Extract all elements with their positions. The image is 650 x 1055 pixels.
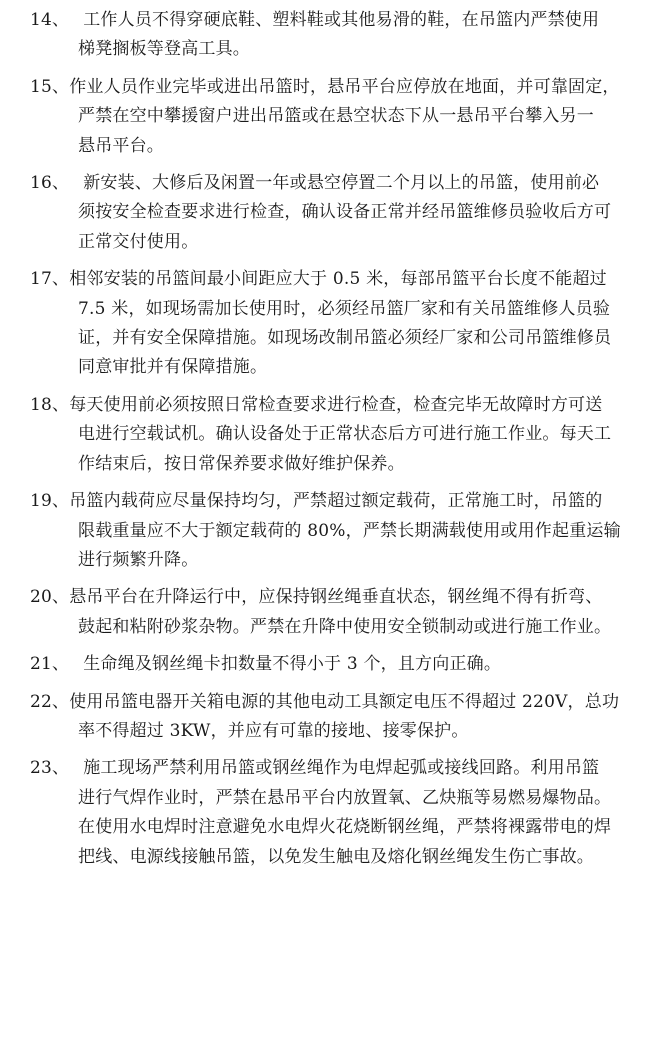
item-line: 使用吊篮电器开关箱电源的其他电动工具额定电压不得超过 220V，总功 — [69, 691, 620, 712]
item-line: 进行气焊作业时，严禁在悬吊平台内放置氧、乙炔瓶等易燃易爆物品。 — [78, 787, 612, 808]
item-line: 生命绳及钢丝绳卡扣数量不得小于 3 个，且方向正确。 — [83, 654, 502, 675]
item-line: 工作人员不得穿硬底鞋、塑料鞋或其他易滑的鞋，在吊篮内严禁使用 — [83, 10, 600, 30]
list-item — [30, 688, 636, 747]
item-line: 限载重量应不大于额定载荷的 80%，严禁长期满载使用或用作起重运输 — [78, 520, 621, 541]
item-line: 在使用水电焊时注意避免水电焊火花烧断钢丝绳，严禁将裸露带电的焊 — [78, 817, 612, 838]
item-number: 14、 — [30, 10, 70, 30]
item-number: 22、 — [30, 691, 70, 712]
item-line: 把线、电源线接触吊篮，以免发生触电及熔化钢丝绳发生伤亡事故。 — [78, 846, 594, 867]
item-number: 15、 — [30, 76, 70, 97]
item-line: 率不得超过 3KW，并应有可靠的接地、接零保护。 — [78, 720, 469, 741]
item-line: 严禁在空中攀援窗户进出吊篮或在悬空状态下从一悬吊平台攀入另一 — [78, 106, 594, 127]
item-line: 新安装、大修后及闲置一年或悬空停置二个月以上的吊篮，使用前必 — [83, 173, 600, 194]
list-item — [30, 169, 636, 257]
item-number: 17、 — [30, 269, 70, 290]
item-number: 23、 — [30, 758, 70, 779]
list-item — [30, 73, 636, 161]
item-line: 鼓起和粘附砂浆杂物。严禁在升降中使用安全锁制动或进行施工作业。 — [78, 616, 612, 637]
list-item — [30, 583, 636, 642]
item-line: 相邻安装的吊篮间最小间距应大于 0.5 米，每部吊篮平台长度不能超过 — [69, 269, 607, 290]
list-item — [30, 391, 636, 479]
item-line: 须按安全检查要求进行检查，确认设备正常并经吊篮维修员验收后方可 — [78, 202, 612, 223]
item-line: 悬吊平台在升降运行中，应保持钢丝绳垂直状态，钢丝绳不得有折弯、 — [69, 587, 603, 608]
item-number: 21、 — [30, 654, 70, 675]
list-item — [30, 487, 636, 575]
item-line: 7.5 米，如现场需加长使用时，必须经吊篮厂家和有关吊篮维修人员验 — [78, 298, 611, 319]
list-item — [30, 265, 636, 383]
item-line: 作业人员作业完毕或进出吊篮时，悬吊平台应停放在地面，并可靠固定， — [69, 76, 620, 97]
list-item — [30, 6, 636, 65]
list-item — [30, 754, 636, 872]
item-line: 吊篮内载荷应尽量保持均匀，严禁超过额定载荷，正常施工时，吊篮的 — [69, 491, 603, 512]
item-number: 16、 — [30, 173, 70, 194]
item-line: 施工现场严禁利用吊篮或钢丝绳作为电焊起弧或接线回路。利用吊篮 — [83, 758, 600, 779]
item-number: 20、 — [30, 587, 70, 608]
item-line: 进行频繁升降。 — [78, 549, 199, 570]
item-line: 悬吊平台。 — [78, 135, 164, 156]
list-item — [30, 650, 636, 679]
item-number: 19、 — [30, 491, 70, 512]
item-number: 18、 — [30, 394, 70, 415]
item-line: 每天使用前必须按照日常检查要求进行检查，检查完毕无故障时方可送 — [69, 394, 603, 415]
item-line: 作结束后，按日常保养要求做好维护保养。 — [78, 453, 405, 474]
item-line: 梯凳搁板等登高工具。 — [78, 39, 250, 60]
item-line: 正常交付使用。 — [78, 231, 199, 252]
item-line: 电进行空载试机。确认设备处于正常状态后方可进行施工作业。每天工 — [78, 424, 612, 445]
item-line: 同意审批并有保障措施。 — [78, 357, 268, 378]
item-line: 证，并有安全保障措施。如现场改制吊篮必须经厂家和公司吊篮维修员 — [78, 328, 612, 349]
